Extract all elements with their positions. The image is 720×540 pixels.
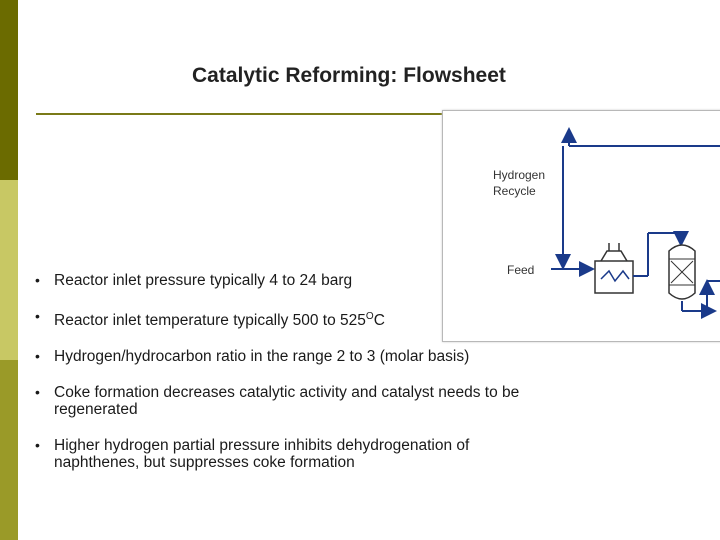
bullet-list bbox=[34, 272, 554, 490]
bullet-text: Coke formation decreases catalytic activity and catalyst needs to be regenerated bbox=[54, 384, 520, 419]
accent-stripe-bottom bbox=[0, 360, 18, 540]
hydrogen-recycle-line bbox=[563, 131, 720, 266]
feed-label: Feed bbox=[507, 263, 535, 277]
title-underline bbox=[36, 113, 446, 115]
bullet-item bbox=[34, 437, 554, 471]
bullet-text: Higher hydrogen partial pressure inhibits dehydrogenation of naphthenes, but suppresses coke formation bbox=[54, 437, 470, 472]
hydrogen-recycle-label-2: Recycle bbox=[493, 184, 536, 198]
accent-stripe-middle bbox=[0, 180, 18, 360]
hydrogen-recycle-label-1: Hydrogen bbox=[493, 168, 546, 182]
bullet-item bbox=[34, 384, 554, 418]
bullet-item bbox=[34, 272, 554, 289]
accent-stripe-top bbox=[0, 0, 18, 180]
heater-symbol bbox=[595, 243, 633, 293]
bullet-text: Reactor inlet pressure typically 4 to 24 barg bbox=[54, 272, 353, 289]
bullet-text: Hydrogen/hydrocarbon ratio in the range 2 to 3 (molar basis) bbox=[54, 348, 470, 366]
bullet-marker: • bbox=[35, 272, 40, 288]
bullet-item bbox=[34, 348, 554, 365]
bullet-item bbox=[34, 308, 554, 329]
degree-superscript: O bbox=[365, 311, 374, 322]
slide-title: Catalytic Reforming: Flowsheet bbox=[192, 64, 506, 87]
reactor-symbol bbox=[669, 245, 695, 299]
bullet-marker: • bbox=[35, 308, 40, 324]
bullet-marker: • bbox=[35, 437, 40, 454]
bullet-marker: • bbox=[35, 384, 40, 401]
bullet-text: Reactor inlet temperature typically 500 to $525^OC$ bbox=[54, 311, 385, 330]
bullet-marker: • bbox=[35, 348, 40, 365]
